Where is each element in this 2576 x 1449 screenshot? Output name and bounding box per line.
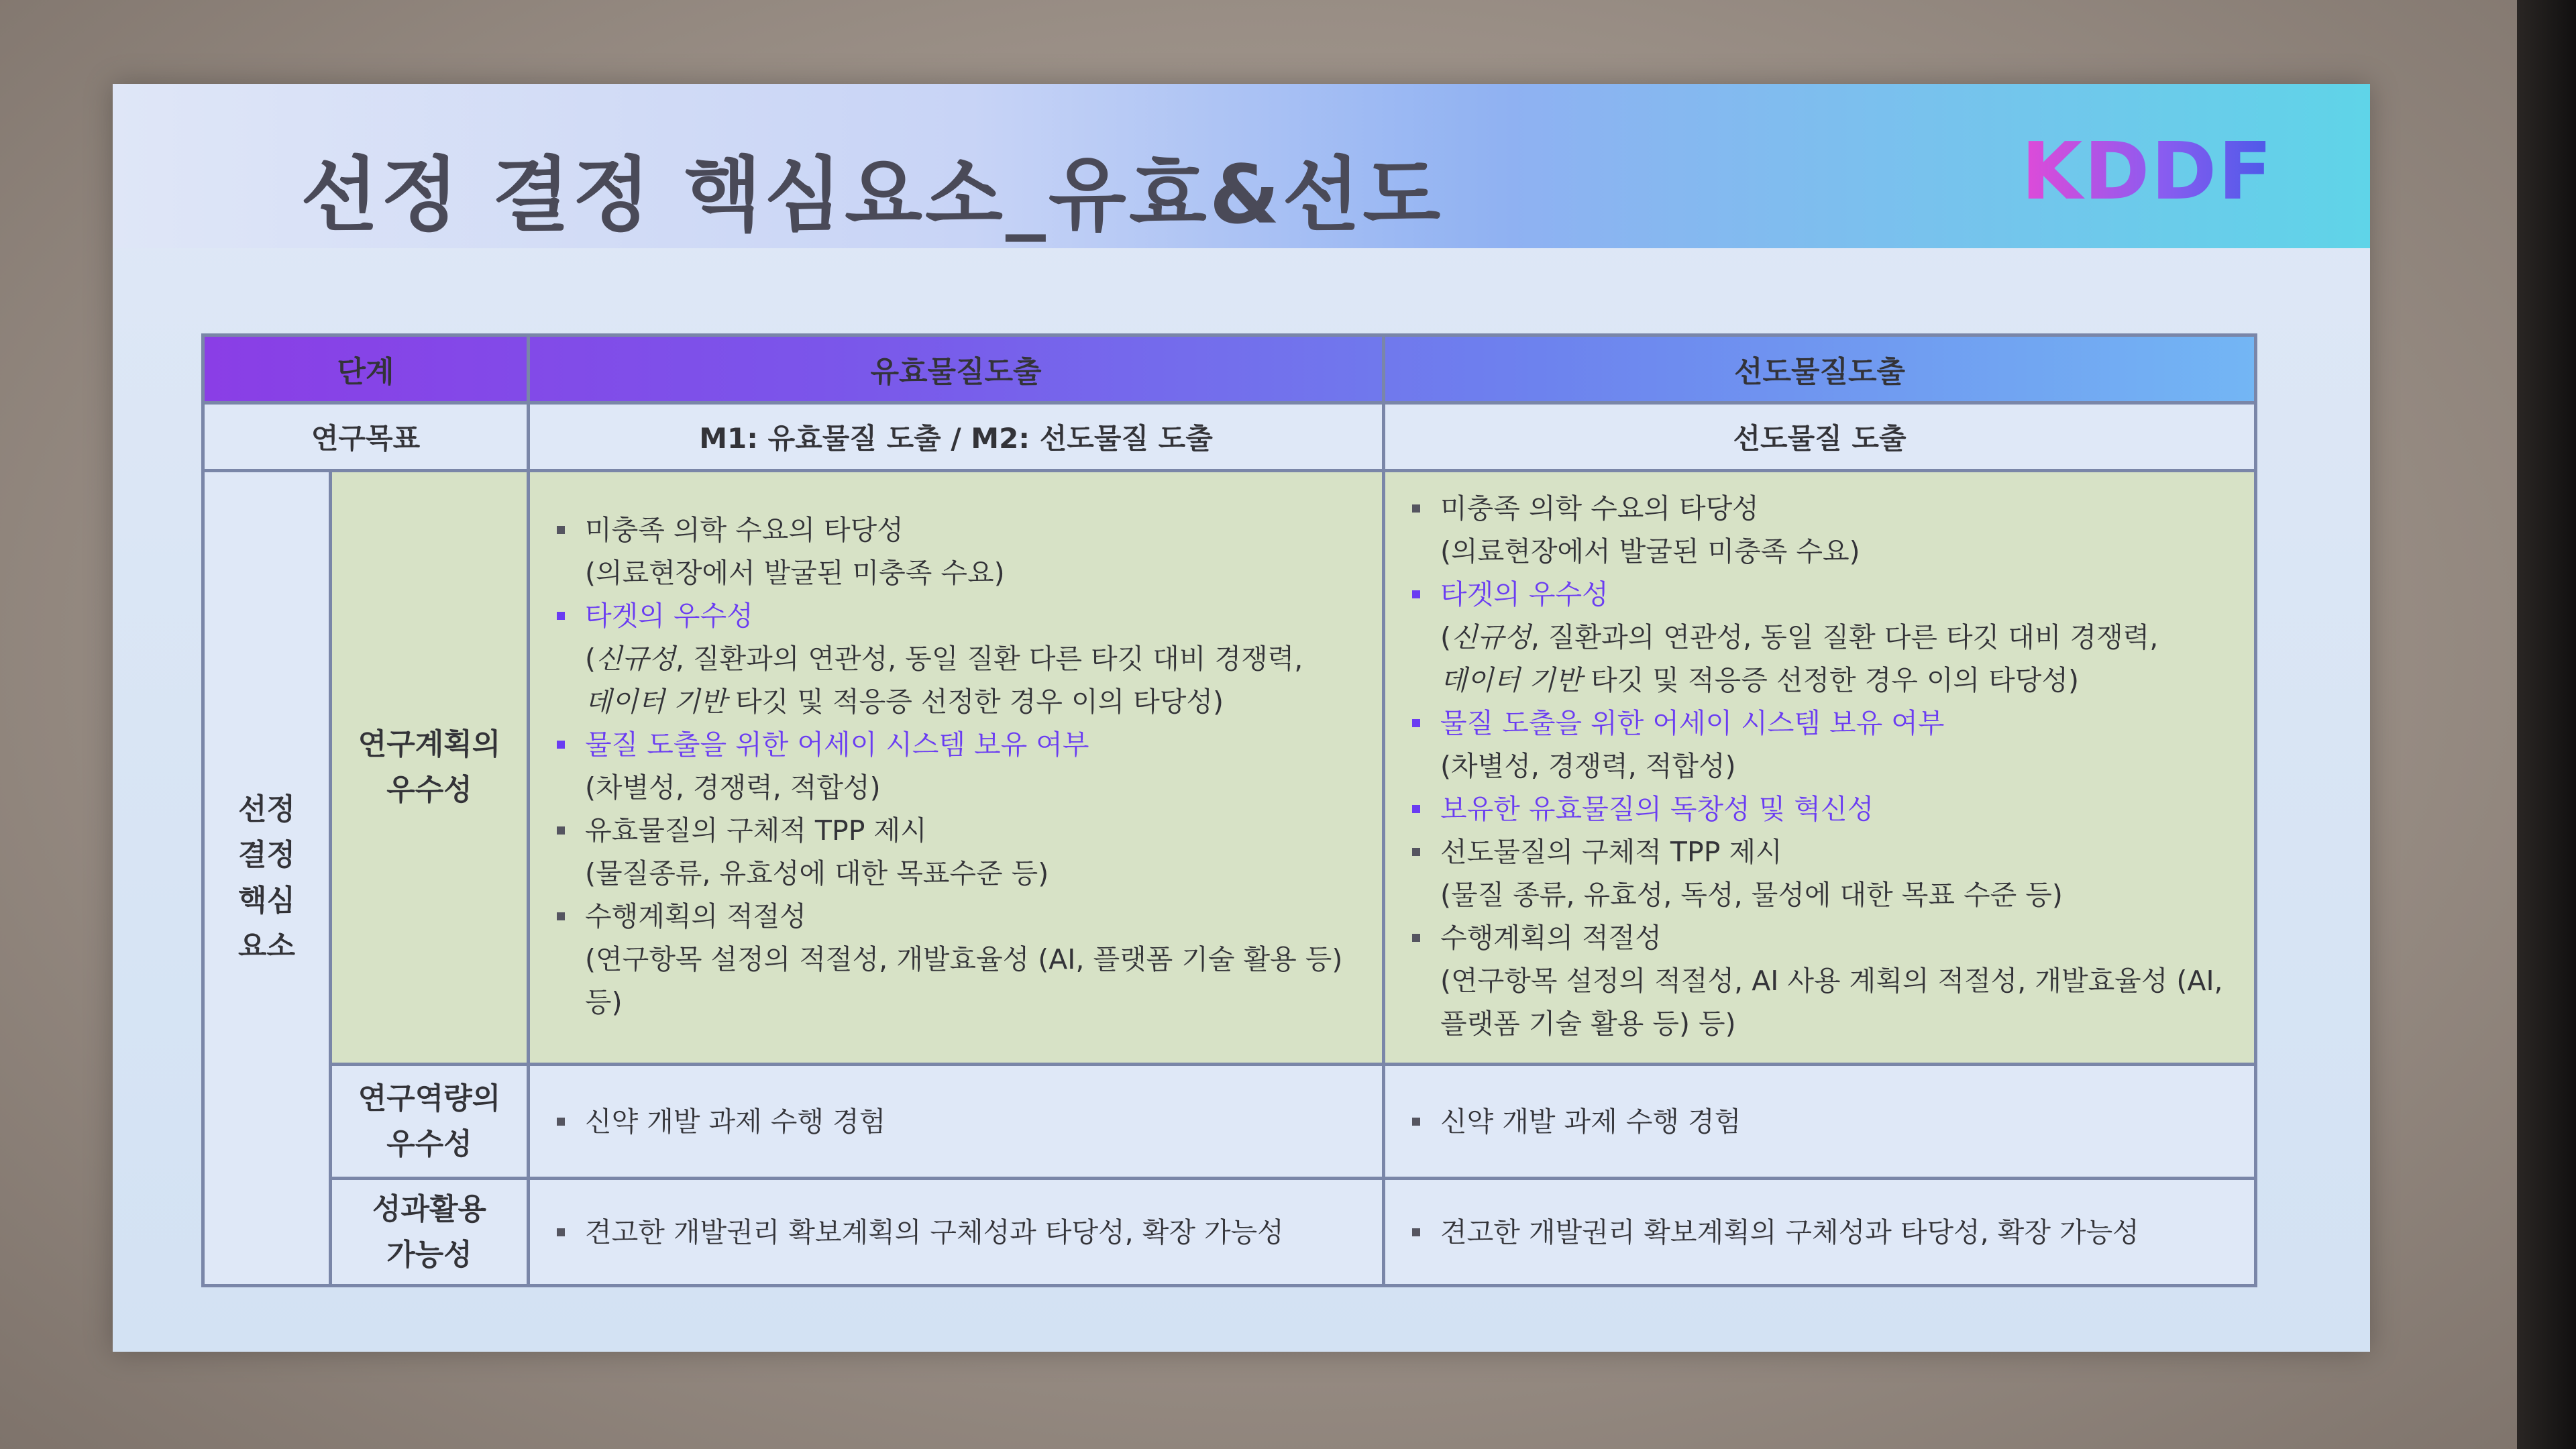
header-lead-substance: 선도물질도출 xyxy=(1384,335,2256,403)
outcome-label-line: 성과활용 xyxy=(372,1191,487,1226)
group-label xyxy=(203,471,331,1286)
list-item: 수행계획의 적절성 xyxy=(557,895,1368,938)
plan-col1 xyxy=(529,471,1384,1065)
note-italic: 데이터 기반 xyxy=(1440,664,1582,696)
list-item: 미충족 의학 수요의 타당성 xyxy=(1412,487,2241,530)
list-item: 견고한 개발권리 확보계획의 구체성과 타당성, 확장 가능성 xyxy=(557,1211,1368,1254)
criteria-table xyxy=(201,333,2257,1287)
list-item: 견고한 개발권리 확보계획의 구체성과 타당성, 확장 가능성 xyxy=(1412,1211,2241,1254)
outcome-row xyxy=(203,1179,2256,1286)
outcome-col2-list xyxy=(1385,1211,2254,1254)
list-item-note: (의료현장에서 발굴된 미충족 수요) xyxy=(585,557,1005,589)
plan-label-line: 연구계획의 xyxy=(358,727,501,761)
list-item-highlight: 타겟의 우수성 xyxy=(557,594,1368,637)
goal-col2: 선도물질 도출 xyxy=(1384,403,2256,471)
list-item-note xyxy=(1412,616,2241,702)
outcome-col2 xyxy=(1384,1179,2256,1286)
presentation-slide xyxy=(113,84,2370,1352)
list-item: 신약 개발 과제 수행 경험 xyxy=(1412,1100,2241,1143)
note-italic: 데이터 기반 xyxy=(585,686,727,718)
note-part: 타깃 및 적응증 선정한 경우 이의 타당성) xyxy=(727,686,1224,718)
group-label-line: 핵심 xyxy=(237,883,295,918)
outcome-col1 xyxy=(529,1179,1384,1286)
list-item-note: (연구항목 설정의 적절성, AI 사용 계획의 적절성, 개발효율성 (AI, 플랫폼 기술 활용 등) 등) xyxy=(1440,965,2223,1040)
note-italic: 신규성 xyxy=(596,643,676,675)
outcome-label xyxy=(331,1179,529,1286)
list-item-note: (차별성, 경쟁력, 적합성) xyxy=(1440,750,1736,782)
note-part: , 질환과의 연관성, 동일 질환 다른 타깃 대비 경쟁력, xyxy=(1530,621,2159,653)
list-item-note: (의료현장에서 발굴된 미충족 수요) xyxy=(1440,535,1860,568)
goal-label: 연구목표 xyxy=(203,403,529,471)
kddf-logo: KDDF xyxy=(2021,134,2276,208)
plan-col1-list xyxy=(530,494,1382,1041)
slide-title: 선정 결정 핵심요소_유효&선도 xyxy=(301,149,1444,242)
table-header-row xyxy=(203,335,2256,403)
list-item-note: (연구항목 설정의 적절성, 개발효율성 (AI, 플랫폼 기술 활용 등) 등) xyxy=(585,943,1343,1018)
note-part: , 질환과의 연관성, 동일 질환 다른 타깃 대비 경쟁력, xyxy=(675,643,1303,675)
capacity-col1-list xyxy=(530,1100,1382,1143)
list-item: 수행계획의 적절성 xyxy=(1412,916,2241,959)
goal-col1: M1: 유효물질 도출 / M2: 선도물질 도출 xyxy=(529,403,1384,471)
list-item-note xyxy=(557,637,1368,723)
group-label-line: 결정 xyxy=(237,838,295,872)
note-part: ( xyxy=(1440,621,1452,653)
list-item-note: (차별성, 경쟁력, 적합성) xyxy=(585,771,881,804)
plan-col2-list xyxy=(1385,472,2254,1063)
header-stage: 단계 xyxy=(203,335,529,403)
capacity-label-line: 우수성 xyxy=(386,1126,472,1161)
header-effective-substance: 유효물질도출 xyxy=(529,335,1384,403)
capacity-col2 xyxy=(1384,1065,2256,1179)
plan-label-line: 우수성 xyxy=(386,773,472,807)
outcome-col1-list xyxy=(530,1211,1382,1254)
capacity-label-line: 연구역량의 xyxy=(358,1081,501,1116)
note-part: 타깃 및 적응증 선정한 경우 이의 타당성) xyxy=(1582,664,2079,696)
list-item-highlight: 물질 도출을 위한 어세이 시스템 보유 여부 xyxy=(1412,702,2241,745)
list-item: 신약 개발 과제 수행 경험 xyxy=(557,1100,1368,1143)
capacity-col2-list xyxy=(1385,1100,2254,1143)
plan-col2 xyxy=(1384,471,2256,1065)
wall-edge xyxy=(2517,0,2576,1449)
outcome-label-line: 가능성 xyxy=(386,1237,472,1272)
note-part: ( xyxy=(585,643,596,675)
list-item-note: (물질종류, 유효성에 대한 목표수준 등) xyxy=(585,857,1049,890)
goal-row xyxy=(203,403,2256,471)
list-item-highlight: 물질 도출을 위한 어세이 시스템 보유 여부 xyxy=(557,723,1368,766)
list-item-highlight: 보유한 유효물질의 독창성 및 혁신성 xyxy=(1412,788,2241,830)
list-item: 선도물질의 구체적 TPP 제시 xyxy=(1412,830,2241,873)
plan-row xyxy=(203,471,2256,1065)
plan-label xyxy=(331,471,529,1065)
capacity-row xyxy=(203,1065,2256,1179)
list-item-highlight: 타겟의 우수성 xyxy=(1412,573,2241,616)
note-italic: 신규성 xyxy=(1451,621,1531,653)
group-label-line: 선정 xyxy=(237,792,295,826)
list-item-note: (물질 종류, 유효성, 독성, 물성에 대한 목표 수준 등) xyxy=(1440,879,2063,911)
group-label-line: 요소 xyxy=(237,929,295,963)
list-item: 유효물질의 구체적 TPP 제시 xyxy=(557,809,1368,852)
capacity-label xyxy=(331,1065,529,1179)
capacity-col1 xyxy=(529,1065,1384,1179)
list-item: 미충족 의학 수요의 타당성 xyxy=(557,508,1368,551)
